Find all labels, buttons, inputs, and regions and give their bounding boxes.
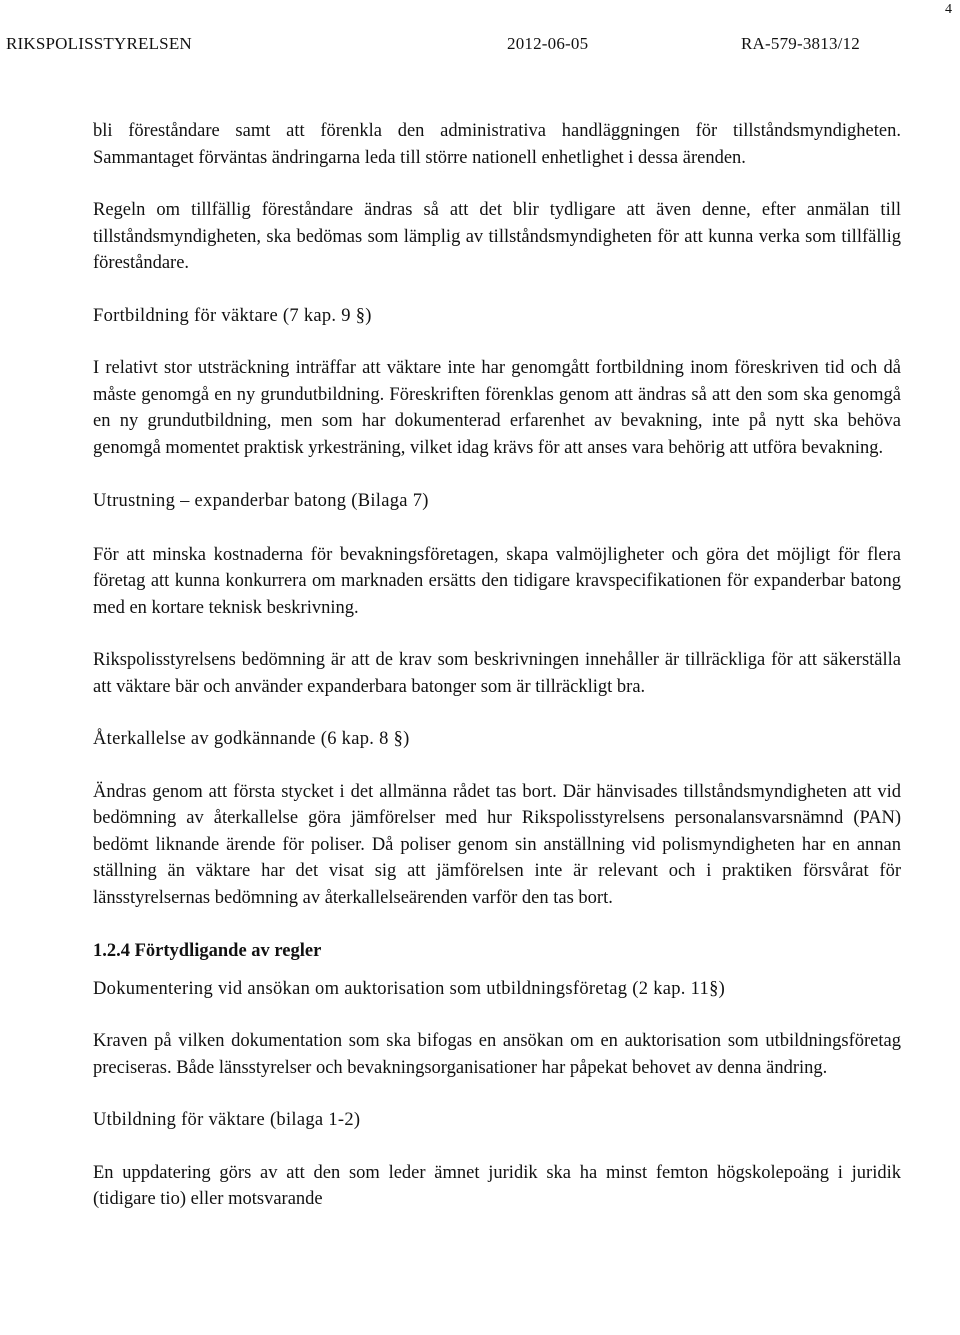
header-organization: RIKSPOLISSTYRELSEN <box>6 34 192 53</box>
header-reference: RA-579-3813/12 <box>741 34 860 53</box>
heading-revocation-of-approval: Återkallelse av godkännande (6 kap. 8 §) <box>93 729 410 749</box>
document-header <box>0 34 960 58</box>
paragraph-revocation: Ändras genom att första stycket i det allmänna rådet tas bort. Där hänvisades tillståndsmyndigheten att vid bedömning av återkallelse göra jämförelser med hur Rikspolisstyrelsens personalansvarsnämnd (PAN) bedömt liknande ärende för poliser. Då poliser genom sin anställning vid polismyndigheten har en annan ställning än väktare har det visat sig att jämförelsen inte är relevant och i praktiken försvårat för länsstyrelsernas bedömning av återkallelseärenden varför den tas bort. <box>93 781 901 908</box>
document-body <box>93 118 901 1213</box>
section-title-clarification: 1.2.4 Förtydligande av regler <box>93 941 322 961</box>
paragraph-law-credits: En uppdatering görs av att den som leder ämnet juridik ska ha minst femton högskolepoäng i juridik (tidigare tio) eller motsvarande <box>93 1162 901 1209</box>
paragraph-guard-further-training: I relativt stor utsträckning inträffar att väktare inte har genomgått fortbildning inom föreskriven tid och då måste genomgå en ny grundutbildning. Föreskriften förenklas genom att ändras så att den som ska genomgå en ny grundutbildning, men som har dokumenterad erfarenhet av bevakning, inte på nytt ska behöva genomgå momentet praktisk yrkesträning, vilket idag krävs för att anses vara behörig att utföra bevakning. <box>93 358 901 458</box>
page-number: 4 <box>945 2 952 17</box>
header-date: 2012-06-05 <box>507 34 589 53</box>
paragraph-baton-assessment: Rikspolisstyrelsens bedömning är att de krav som beskrivningen innehåller är tillräckliga för att säkerställa att väktare bär och använder expanderbara batonger som är tillräckligt bra. <box>93 650 901 697</box>
heading-guard-education: Utbildning för väktare (bilaga 1-2) <box>93 1110 361 1130</box>
heading-expandable-baton: Utrustning – expanderbar batong (Bilaga 7) <box>93 491 429 511</box>
paragraph-baton-costs: För att minska kostnaderna för bevakningsföretagen, skapa valmöjligheter och göra det möjligt för flera företag att kunna konkurrera om marknaden ersätts den tidigare kravspecifikationen för expanderbar batong med en kortare teknisk beskrivning. <box>93 544 901 618</box>
heading-documentation-authorisation: Dokumentering vid ansökan om auktorisation som utbildningsföretag (2 kap. 11§) <box>93 978 726 999</box>
heading-guard-further-training: Fortbildning för väktare (7 kap. 9 §) <box>93 305 372 326</box>
paragraph-temporary-manager: Regeln om tillfällig föreståndare ändras så att det blir tydligare att även denne, efter anmälan till tillståndsmyndigheten, ska bedömas som lämplig av tillståndsmyndigheten för att kunna verka som tillfällig föreståndare. <box>93 200 901 273</box>
paragraph-documentation-requirements: Kraven på vilken dokumentation som ska bifogas en ansökan om en auktorisation som utbildningsföretag preciseras. Både länsstyrelser och bevakningsorganisationer har påpekat behovet av denna ändring. <box>93 1031 901 1078</box>
paragraph-administrative-handling: bli föreståndare samt att förenkla den administrativa handläggningen för tillståndsmyndigheten. Sammantaget förväntas ändringarna leda till större nationell enhetlighet i dessa ärenden. <box>93 121 901 168</box>
